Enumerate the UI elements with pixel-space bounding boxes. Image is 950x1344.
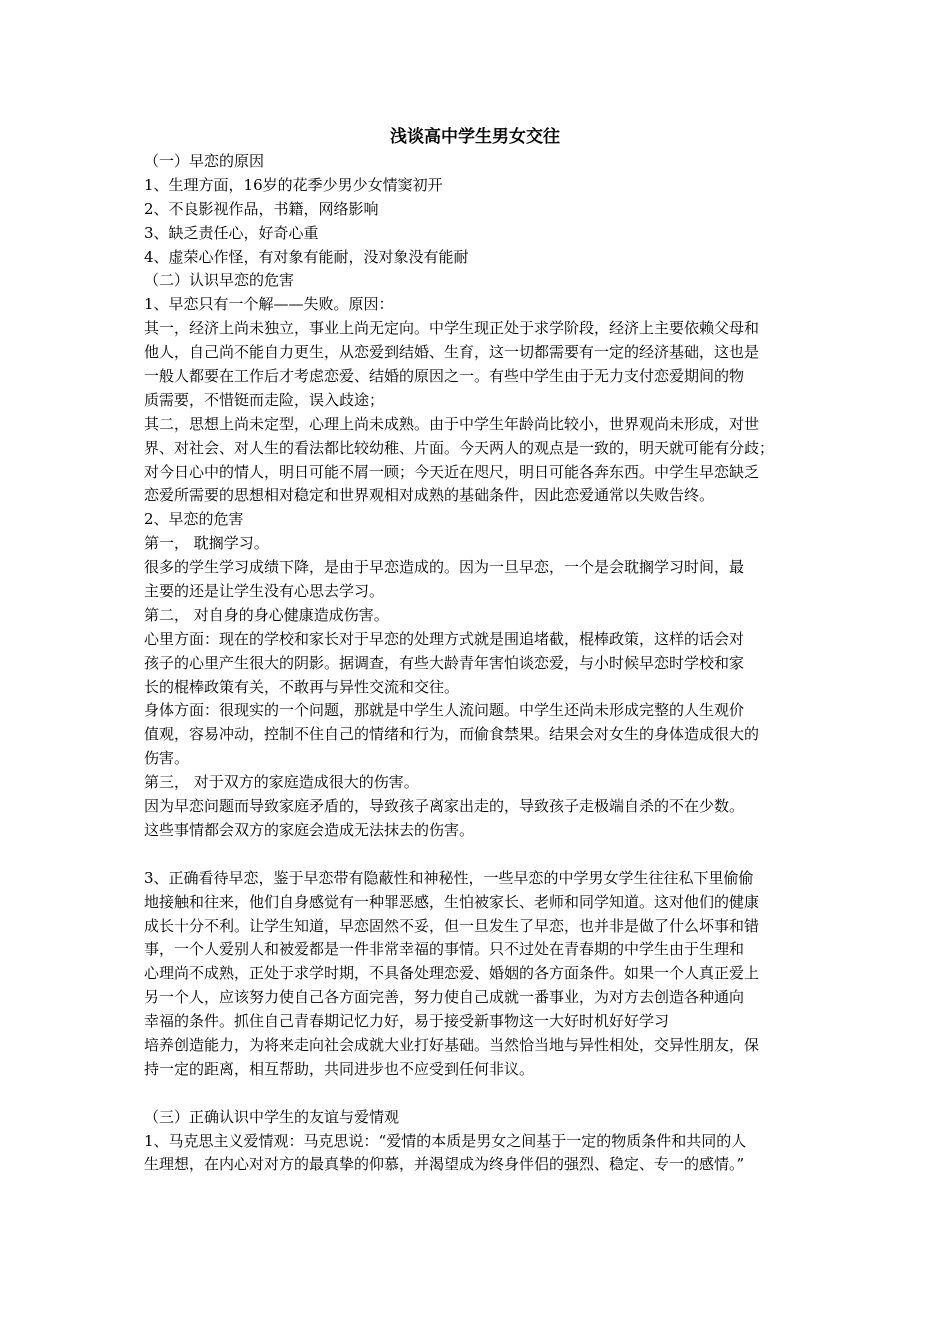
text-line: 孩子的心里产生很大的阴影。据调查，有些大龄青年害怕谈恋爱，与小时候早恋时学校和家 (144, 653, 745, 672)
text-line: 3、正确看待早恋，鉴于早恋带有隐蔽性和神秘性，一些早恋的中学男女学生往往私下里偷偷 (144, 868, 754, 887)
text-line: 2、不良影视作品，书籍，网络影响 (144, 199, 379, 218)
text-line: 1、马克思主义爱情观：马克思说：“爱情的本质是男女之间基于一定的物质条件和共同的人 (144, 1131, 747, 1150)
text-line: 他人，自己尚不能自力更生，从恋爱到结婚、生育，这一切都需要有一定的经济基础，这也是 (144, 343, 760, 362)
text-line: 对今日心中的情人，明日可能不屑一顾；今天近在咫尺，明日可能各奔东西。中学生早恋缺乏 (144, 462, 760, 481)
text-line: （一）早恋的原因 (144, 152, 265, 170)
text-line: 质需要，不惜铤而走险，误入歧途； (144, 390, 385, 409)
text-line: 1、早恋只有一个解——失败。原因： (144, 295, 394, 314)
text-line: 事，一个人爱别人和被爱都是一件非常幸福的事情。只不过处在青春期的中学生由于生理和 (144, 940, 745, 959)
text-line: （三）正确认识中学生的友谊与爱情观 (144, 1107, 400, 1126)
text-line: 心理尚不成熟，正处于求学时期，不具备处理恋爱、婚姻的各方面条件。如果一个人真正爱上 (144, 964, 760, 983)
text-line: 这些事情都会双方的家庭会造成无法抹去的伤害。 (144, 820, 475, 839)
text-line: 持一定的距离，相互帮助，共同进步也不应受到任何非议。 (144, 1059, 535, 1078)
text-line: 另一个人，应该努力使自己各方面完善，努力使自己成就一番事业，为对方去创造各种通向 (144, 988, 745, 1007)
text-line: 身体方面：很现实的一个问题，那就是中学生人流问题。中学生还尚未形成完整的人生观价 (144, 701, 745, 720)
text-line: 培养创造能力，为将来走向社会成就大业打好基础。当然恰当地与异性相处，交异性朋友，保 (144, 1035, 760, 1054)
text-line: 第三， 对于双方的家庭造成很大的伤害。 (144, 773, 419, 792)
text-line: 长的棍棒政策有关，不敢再与异性交流和交往。 (144, 677, 460, 696)
text-line: 伤害。 (144, 749, 190, 768)
text-line: 2、早恋的危害 (144, 510, 244, 529)
blank-line (144, 1082, 810, 1106)
text-line: 其一，经济上尚未独立，事业上尚无定向。中学生现正处于求学阶段，经济上主要依赖父母和 (144, 319, 760, 338)
text-line: 值观，容易冲动，控制不住自己的情绪和行为，而偷食禁果。结果会对女生的身体造成很大的 (144, 725, 760, 744)
text-line: （二）认识早恋的危害 (144, 271, 295, 290)
document-title: 浅谈高中学生男女交往 (390, 127, 560, 147)
text-line: 成长十分不利。让学生知道，早恋固然不妥，但一旦发生了早恋，也并非是做了什么坏事和错 (144, 916, 760, 935)
text-line: 幸福的条件。抓住自己青春期记忆力好，易于接受新事物这一大好时机好好学习 (144, 1012, 670, 1031)
text-line: 心里方面：现在的学校和家长对于早恋的处理方式就是围追堵截，棍棒政策，这样的话会对 (144, 629, 745, 648)
text-line: 界、对社会、对人生的看法都比较幼稚、片面。今天两人的观点是一致的，明天就可能有分歧； (144, 438, 775, 457)
text-line: 一般人都要在工作后才考虑恋爱、结婚的原因之一。有些中学生由于无力支付恋爱期间的物 (144, 367, 745, 386)
text-line: 1、生理方面，16岁的花季少男少女情窦初开 (144, 175, 443, 194)
text-line: 因为早恋问题而导致家庭矛盾的，导致孩子离家出走的，导致孩子走极端自杀的不在少数。 (144, 797, 745, 816)
document-body (144, 150, 810, 1177)
text-line: 4、虚荣心作怪，有对象有能耐，没对象没有能耐 (144, 247, 469, 266)
text-line: 3、缺乏责任心，好奇心重 (144, 223, 319, 242)
text-line: 很多的学生学习成绩下降，是由于早恋造成的。因为一旦早恋，一个是会耽搁学习时间，最 (144, 558, 745, 577)
text-line: 生理想，在内心对对方的最真挚的仰慕，并渴望成为终身伴侣的强烈、稳定、专一的感情。” (144, 1155, 745, 1174)
text-line: 其二，思想上尚未定型，心理上尚未成熟。由于中学生年龄尚比较小，世界观尚未形成，对世 (144, 414, 760, 433)
text-line: 主要的还是让学生没有心思去学习。 (144, 582, 385, 601)
blank-line (144, 843, 810, 867)
text-line: 第一， 耽搁学习。 (144, 534, 269, 553)
text-line: 恋爱所需要的思想相对稳定和世界观相对成熟的基础条件，因此恋爱通常以失败告终。 (144, 486, 715, 505)
text-line: 地接触和往来，他们自身感觉有一种罪恶感，生怕被家长、老师和同学知道。这对他们的健康 (144, 892, 760, 911)
text-line: 第二， 对自身的身心健康造成伤害。 (144, 605, 389, 624)
